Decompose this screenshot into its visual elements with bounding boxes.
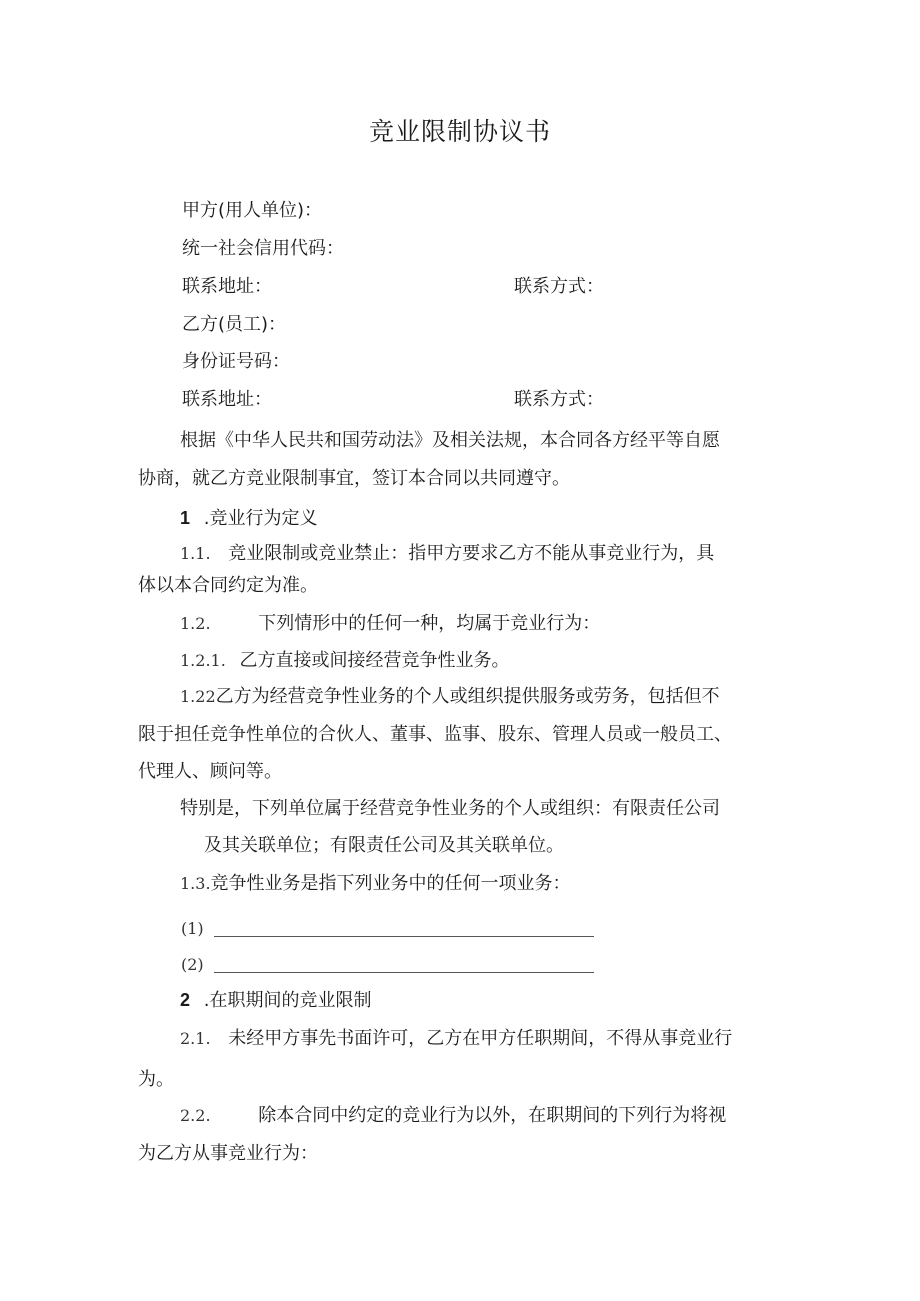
- clause-1-2: [180, 612, 600, 636]
- clause-1-1-number: 1.1.: [180, 544, 211, 563]
- section-2-number: 2: [180, 990, 191, 1010]
- special-note-line2: 及其关联单位；有限责任公司及其关联单位。: [204, 835, 564, 856]
- clause-2-1: [180, 1027, 732, 1051]
- clause-2-1-text-cont: 为。: [138, 1069, 174, 1090]
- special-note-line1: 特别是，下列单位属于经营竞争性业务的个人或组织：有限责任公司: [180, 798, 720, 819]
- section-1-title: .竞业行为定义: [203, 508, 318, 529]
- party-b-contact-label: 联系方式：: [514, 389, 604, 410]
- credit-code-label: 统一社会信用代码：: [182, 238, 344, 259]
- clause-1-2-1: [180, 649, 510, 673]
- clause-1-22-number: 1.22: [180, 687, 216, 706]
- clause-1-3: [180, 872, 571, 896]
- clause-1-22: [180, 685, 720, 709]
- clause-1-22-text: 乙方为经营竞争性业务的个人或组织提供服务或劳务，包括但不: [215, 686, 720, 707]
- party-a-label: 甲方(用人单位)：: [182, 200, 323, 221]
- party-a-contact-label: 联系方式：: [514, 276, 604, 297]
- party-b-label: 乙方(员工)：: [182, 314, 287, 335]
- clause-1-2-text: 下列情形中的任何一种，均属于竞业行为：: [258, 613, 601, 634]
- intro-paragraph-line2: 协商，就乙方竞业限制事宜，签订本合同以共同遵守。: [138, 468, 570, 489]
- clause-1-1-text-cont: 体以本合同约定为准。: [138, 575, 318, 596]
- clause-2-1-text: 未经甲方事先书面许可，乙方在甲方任职期间，不得从事竞业行: [228, 1028, 733, 1049]
- section-2-title: .在职期间的竞业限制: [203, 990, 372, 1011]
- clause-2-2-text-cont: 为乙方从事竞业行为：: [138, 1143, 318, 1164]
- clause-1-3-number: 1.3.: [180, 874, 211, 893]
- clause-1-1: [180, 542, 714, 566]
- blank-line-1: [214, 936, 594, 937]
- clause-1-3-text: 竞争性业务是指下列业务中的任何一项业务：: [210, 873, 571, 894]
- clause-1-2-1-text: 乙方直接或间接经营竞争性业务。: [239, 650, 510, 671]
- clause-2-1-number: 2.1.: [180, 1029, 211, 1048]
- clause-1-22-text-cont2: 代理人、顾问等。: [138, 761, 282, 782]
- clause-1-1-text: 竞业限制或竞业禁止：指甲方要求乙方不能从事竞业行为，具: [228, 543, 715, 564]
- section-1-number: 1: [180, 508, 191, 528]
- intro-paragraph-line1: 根据《中华人民共和国劳动法》及相关法规，本合同各方经平等自愿: [180, 430, 720, 451]
- blank-line-2: [214, 972, 594, 973]
- document-title: 竞业限制协议书: [368, 117, 551, 146]
- clause-1-2-1-number: 1.2.1.: [180, 651, 226, 670]
- clause-2-2-number: 2.2.: [180, 1106, 211, 1125]
- clause-2-2-text: 除本合同中约定的竞业行为以外，在职期间的下列行为将视: [258, 1105, 727, 1126]
- section-2-heading: [180, 988, 371, 1013]
- clause-2-2: [180, 1104, 726, 1128]
- blank-item-2-number: (2): [181, 955, 204, 974]
- clause-1-2-number: 1.2.: [180, 614, 211, 633]
- id-number-label: 身份证号码：: [182, 351, 290, 372]
- party-b-address-label: 联系地址：: [182, 389, 272, 410]
- blank-item-1-number: (1): [181, 919, 204, 938]
- clause-1-22-text-cont1: 限于担任竞争性单位的合伙人、董事、监事、股东、管理人员或一般员工、: [138, 724, 732, 745]
- section-1-heading: [180, 506, 317, 531]
- party-a-address-label: 联系地址：: [182, 276, 272, 297]
